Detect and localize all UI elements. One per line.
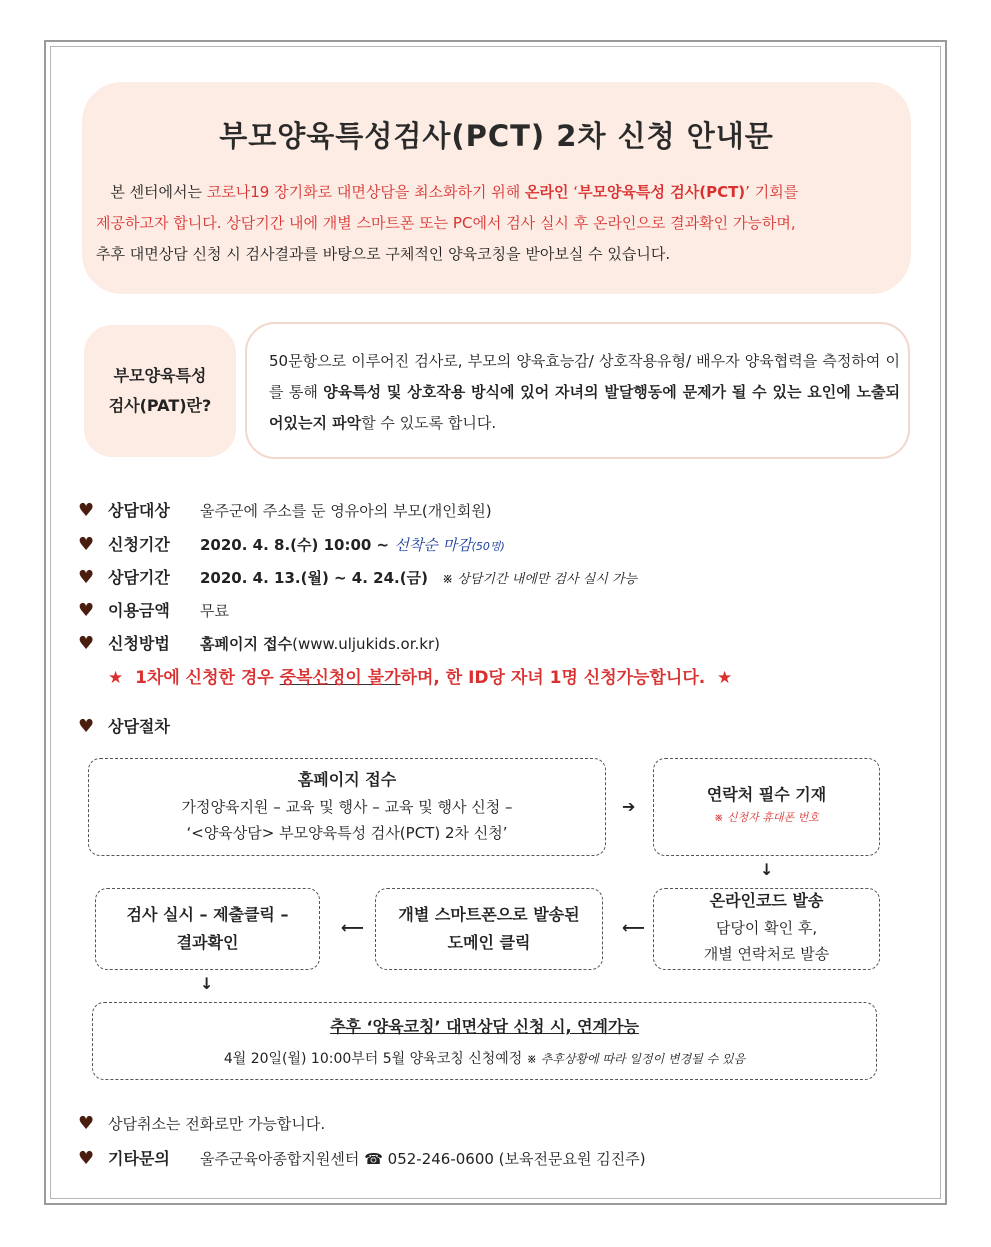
cancel-info: ♥ 상담취소는 전화로만 가능합니다. — [78, 1113, 326, 1134]
info-fee: ♥ 이용금액 무료 — [78, 600, 229, 621]
contact-info: ♥ 기타문의 울주군육아종합지원센터 ☎ 052-246-0600 (보육전문요원 김진주) — [78, 1148, 646, 1169]
intro-text: 본 센터에서는 코로나19 장기화로 대면상담을 최소화하기 위해 온라인 ‘부모양육특성 검사(PCT)’ 기회를 제공하고자 합니다. 상담기간 내에 개별 스마트폰 또는 PC에서 검사 실시 후 온라인으로 결과확인 가능하며, 추후 대면상담 신청 시 검사결과를 바탕으로 구체적인 양육코칭을 받아보실 수 있습니다. — [96, 183, 799, 263]
heart-icon: ♥ — [78, 1148, 95, 1169]
pat-label: 부모양육특성 검사(PAT)란? — [84, 325, 236, 457]
step-online-code: 온라인코드 발송 담당이 확인 후, 개별 연락처로 발송 — [653, 888, 880, 970]
step-contact: 연락처 필수 기재 ※ 신청자 휴대폰 번호 — [653, 758, 880, 856]
step-test: 검사 실시 – 제출클릭 – 결과확인 — [95, 888, 320, 970]
heart-icon: ♥ — [78, 600, 95, 621]
page-title: 부모양육특성검사(PCT) 2차 신청 안내문 — [219, 119, 774, 153]
heart-icon: ♥ — [78, 716, 95, 737]
info-target: ♥ 상담대상 울주군에 주소를 둔 영유아의 부모(개인회원) — [78, 500, 492, 521]
header-box — [82, 82, 911, 294]
heart-icon: ♥ — [78, 534, 95, 555]
duplicate-notice: ★ 1차에 신청한 경우 중복신청이 불가하며, 한 ID당 자녀 1명 신청가능합니다. ★ — [108, 668, 733, 688]
info-consult-period: ♥ 상담기간 2020. 4. 13.(월) ~ 4. 24.(금) ※ 상담기간 내에만 검사 실시 가능 — [78, 567, 638, 588]
arrow-left-icon: ⟵ — [341, 918, 364, 937]
step-domain-click: 개별 스마트폰으로 발송된 도메인 클릭 — [375, 888, 603, 970]
heart-icon: ♥ — [78, 567, 95, 588]
star-icon: ★ — [717, 668, 733, 688]
arrow-down-icon: ↓ — [200, 974, 214, 993]
step-coaching: 추후 ‘양육코칭’ 대면상담 신청 시, 연계가능 4월 20일(월) 10:00부터 5월 양육코칭 신청예정 ※ 추후상황에 따라 일정이 변경될 수 있음 — [92, 1002, 877, 1080]
arrow-down-icon: ↓ — [760, 860, 774, 879]
step-homepage: 홈페이지 접수 가정양육지원 – 교육 및 행사 – 교육 및 행사 신청 – ‘<양육상담> 부모양육특성 검사(PCT) 2차 신청’ — [88, 758, 606, 856]
phone-icon: ☎ — [364, 1150, 383, 1168]
process-heading: ♥ 상담절차 — [78, 716, 170, 737]
info-apply-period: ♥ 신청기간 2020. 4. 8.(수) 10:00 ~ 선착순 마감 (50명) — [78, 534, 505, 555]
heart-icon: ♥ — [78, 500, 95, 521]
arrow-right-icon: ➔ — [622, 797, 636, 816]
heart-icon: ♥ — [78, 1113, 95, 1134]
star-icon: ★ — [108, 668, 124, 688]
heart-icon: ♥ — [78, 633, 95, 654]
info-method: ♥ 신청방법 홈페이지 접수 (www.uljukids.or.kr) — [78, 633, 440, 654]
arrow-left-icon: ⟵ — [622, 918, 645, 937]
pat-description: 50문항으로 이루어진 검사로, 부모의 양육효능감/ 상호작용유형/ 배우자 양육협력을 측정하여 이를 통해 양육특성 및 상호작용 방식에 있어 자녀의 발달행동에 문제가 될 수 있는 요인에 노출되어있는지 파악할 수 있도록 합니다. — [245, 322, 910, 459]
